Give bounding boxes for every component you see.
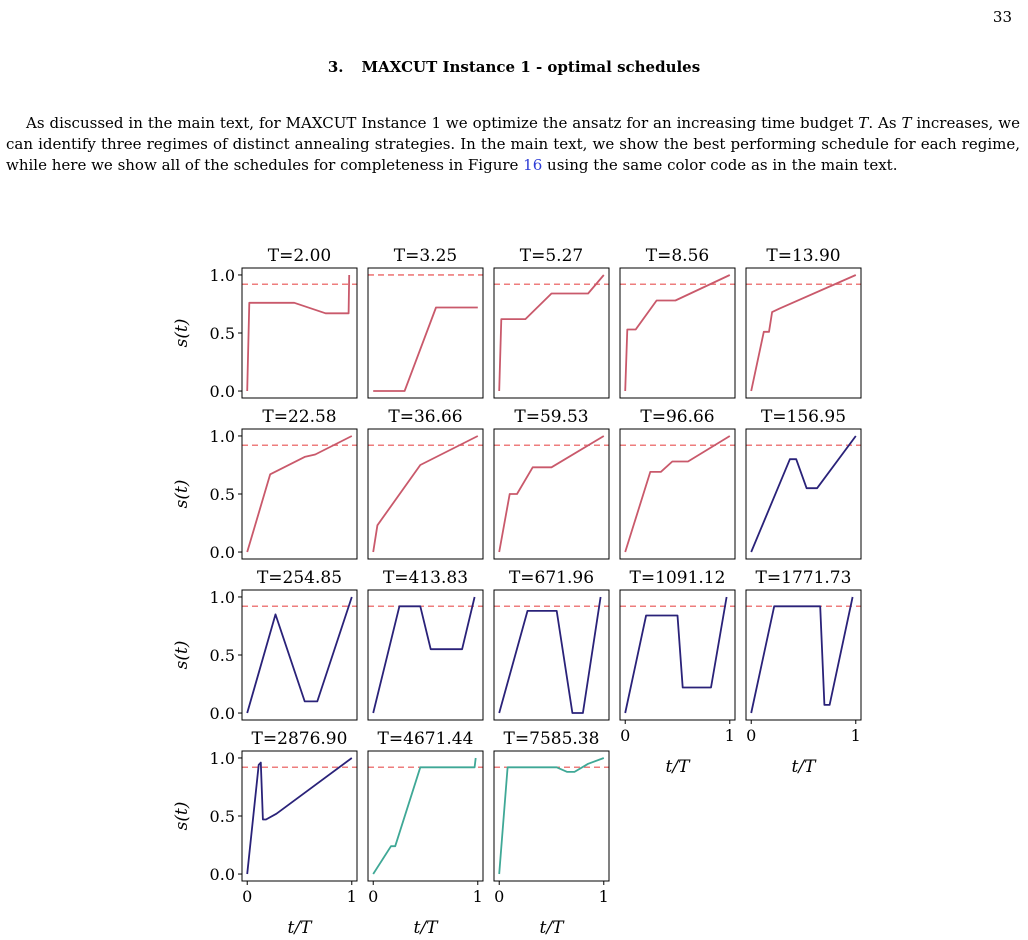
- paragraph-text: using the same color code as in the main text.: [542, 156, 898, 174]
- panel-title: T=5.27: [519, 246, 584, 266]
- panel-title: T=3.25: [393, 246, 458, 266]
- x-tick-label: 1: [850, 726, 861, 745]
- schedule-curve: [247, 275, 349, 391]
- panel-frame: [242, 429, 357, 559]
- y-tick-label: 1.0: [209, 587, 235, 607]
- panel-title: T=156.95: [760, 407, 847, 427]
- panel-title: T=1771.73: [755, 568, 852, 588]
- schedule-panel: [620, 246, 735, 398]
- panel-title: T=1091.12: [629, 568, 726, 588]
- schedule-curve: [751, 436, 856, 552]
- panel-title: T=413.83: [382, 568, 469, 588]
- schedule-panel: [620, 568, 735, 777]
- schedule-curve: [373, 436, 478, 552]
- schedule-curve: [499, 275, 604, 391]
- y-axis-label: s(t): [172, 640, 192, 670]
- y-tick-label: 0.0: [209, 865, 235, 885]
- y-tick-label: 0.5: [209, 485, 235, 504]
- schedule-curve: [373, 597, 474, 713]
- schedule-curve: [499, 436, 604, 552]
- schedule-curve: [751, 275, 856, 391]
- x-axis-label: t/T: [539, 918, 564, 938]
- y-tick-label: 0.5: [209, 324, 235, 343]
- x-tick-label: 1: [472, 887, 483, 906]
- schedule-panel: [746, 246, 861, 398]
- panel-title: T=671.96: [508, 568, 595, 588]
- schedule-curve: [625, 597, 726, 713]
- x-tick-label: 0: [494, 887, 505, 906]
- y-axis-label: s(t): [172, 479, 192, 509]
- panel-frame: [620, 268, 735, 398]
- body-paragraph: [6, 113, 1020, 176]
- schedule-panel: [368, 407, 483, 559]
- y-tick-label: 0.0: [209, 543, 235, 563]
- schedule-curve: [373, 308, 478, 392]
- figure-reference-link[interactable]: 16: [523, 156, 543, 174]
- panel-frame: [368, 590, 483, 720]
- schedule-curve: [247, 758, 352, 874]
- paragraph-text: As discussed in the main text, for MAXCUT Instance 1 we optimize the ansatz for an increasing time budget: [26, 114, 859, 132]
- schedule-panel: [746, 568, 861, 777]
- y-axis-label: s(t): [172, 801, 192, 831]
- section-heading: [0, 58, 1028, 76]
- schedule-curve: [499, 758, 604, 874]
- x-axis-label: t/T: [665, 757, 690, 777]
- y-tick-label: 0.0: [209, 382, 235, 402]
- schedule-figure: [160, 238, 880, 940]
- y-tick-label: 0.5: [209, 646, 235, 665]
- panel-frame: [368, 751, 483, 881]
- x-axis-label: t/T: [287, 918, 312, 938]
- schedule-curve: [247, 436, 352, 552]
- schedule-curve: [625, 275, 730, 391]
- schedule-curve: [625, 436, 730, 552]
- math-variable: T: [858, 114, 869, 132]
- panel-frame: [620, 429, 735, 559]
- page-number: 33: [992, 8, 1012, 26]
- y-tick-label: 1.0: [209, 426, 235, 446]
- x-tick-label: 1: [598, 887, 609, 906]
- x-tick-label: 0: [746, 726, 757, 745]
- y-tick-label: 0.0: [209, 704, 235, 724]
- schedule-curve: [373, 758, 476, 874]
- schedule-panel: [494, 407, 609, 559]
- schedule-panel: [368, 246, 483, 398]
- y-axis-label: s(t): [172, 318, 192, 348]
- x-tick-label: 0: [368, 887, 379, 906]
- x-axis-label: t/T: [413, 918, 438, 938]
- schedule-panel: [172, 729, 357, 938]
- panel-title: T=96.66: [640, 407, 715, 427]
- panel-title: T=4671.44: [377, 729, 474, 749]
- panel-frame: [368, 429, 483, 559]
- schedule-panel: [368, 568, 483, 720]
- section-number: 3.: [327, 58, 344, 76]
- schedule-panel: [172, 246, 357, 401]
- schedule-curve: [499, 597, 600, 713]
- schedule-panel: [746, 407, 861, 559]
- schedule-curve: [247, 597, 352, 713]
- panel-title: T=59.53: [514, 407, 589, 427]
- schedule-panel: [368, 729, 483, 938]
- panel-frame: [242, 268, 357, 398]
- x-tick-label: 0: [620, 726, 631, 745]
- schedule-panel: [620, 407, 735, 559]
- schedule-panel: [494, 729, 609, 938]
- y-tick-label: 1.0: [209, 265, 235, 285]
- panel-title: T=36.66: [388, 407, 463, 427]
- x-tick-label: 0: [242, 887, 253, 906]
- math-variable: T: [901, 114, 912, 132]
- paragraph-text: . As: [868, 114, 902, 132]
- y-tick-label: 0.5: [209, 807, 235, 826]
- panel-frame: [494, 751, 609, 881]
- panel-title: T=13.90: [766, 246, 841, 266]
- schedule-panel: [172, 568, 357, 723]
- section-title: MAXCUT Instance 1 - optimal schedules: [361, 58, 701, 76]
- panel-title: T=8.56: [645, 246, 710, 266]
- schedule-curve: [751, 597, 852, 713]
- panel-title: T=2.00: [267, 246, 332, 266]
- panel-title: T=22.58: [262, 407, 337, 427]
- paragraph-text: increases, we can identify three regimes of distinct annealing strategies. In the main text, we show the best performing schedule for each regime, while here we show all of the schedules for completeness in Figure: [6, 114, 1020, 174]
- schedule-panel: [172, 407, 357, 562]
- x-tick-label: 1: [724, 726, 735, 745]
- schedule-panel: [494, 568, 609, 720]
- panel-frame: [242, 751, 357, 881]
- panel-frame: [746, 429, 861, 559]
- y-tick-label: 1.0: [209, 748, 235, 768]
- panel-frame: [242, 590, 357, 720]
- x-axis-label: t/T: [791, 757, 816, 777]
- panel-title: T=254.85: [256, 568, 343, 588]
- panel-frame: [494, 268, 609, 398]
- panel-title: T=7585.38: [503, 729, 600, 749]
- schedule-panel: [494, 246, 609, 398]
- panel-title: T=2876.90: [251, 729, 348, 749]
- x-tick-label: 1: [346, 887, 357, 906]
